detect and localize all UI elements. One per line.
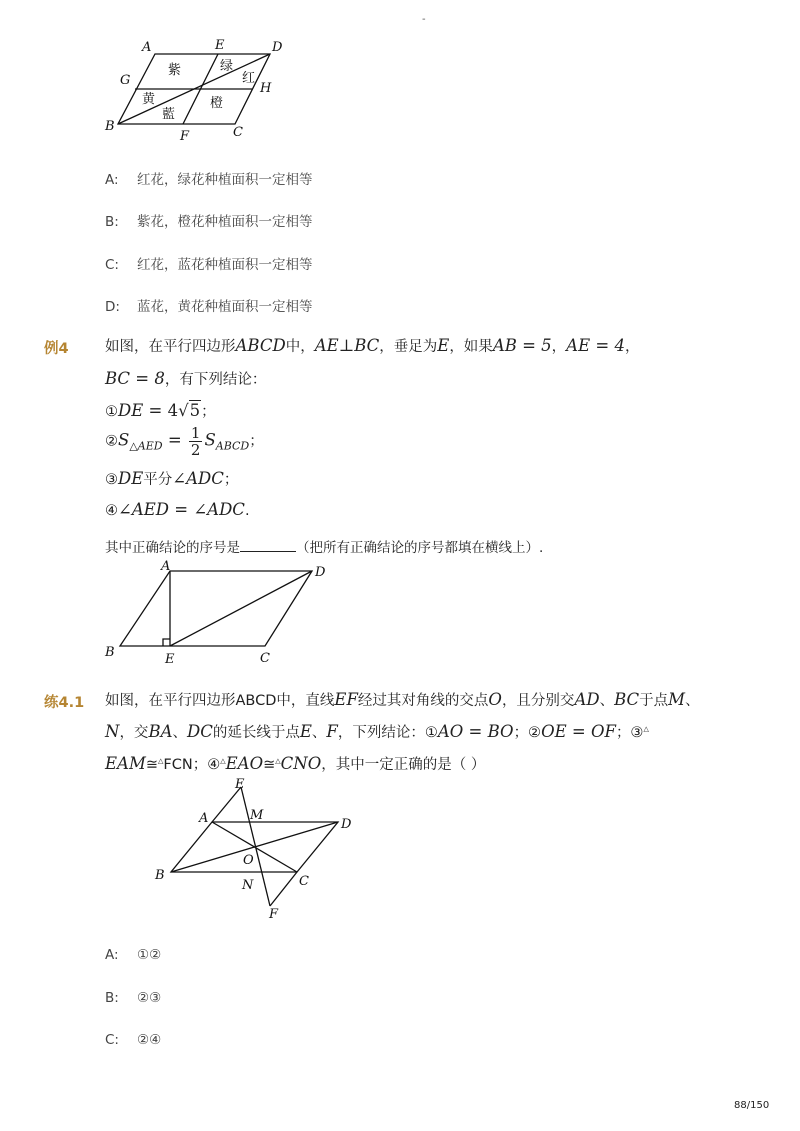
p-eam: EAM — [105, 754, 146, 773]
prev-option-c[interactable] — [105, 253, 313, 273]
fig1-label-a: A — [142, 40, 152, 55]
practice-option-c-text: ②④ — [137, 1032, 162, 1048]
practice-4-1-line-3 — [105, 753, 485, 774]
figure-1-parallelogram — [100, 36, 290, 146]
p-l2a: ，交 — [119, 725, 149, 741]
example-4-question — [105, 536, 543, 556]
p-l3d: ，其中一定正确的是（ ） — [321, 757, 486, 773]
p-l1f: 、 — [685, 693, 700, 709]
p-l2c: 的延长线于点 — [212, 725, 300, 741]
fig3-label-b: B — [155, 868, 165, 883]
c2-s: S — [118, 430, 130, 450]
practice-option-c[interactable] — [105, 1032, 161, 1048]
practice-option-b-text: ②③ — [137, 990, 162, 1006]
practice-4-1-line-2 — [105, 721, 649, 742]
fig1-label-d: D — [272, 40, 283, 55]
fig2-label-c: C — [260, 651, 270, 666]
fig2-label-b: B — [105, 645, 115, 660]
p-l2d: 、 — [311, 725, 327, 741]
practice-option-a[interactable] — [105, 947, 161, 963]
frac-denominator: 2 — [190, 441, 201, 459]
frac-numerator: 1 — [190, 424, 201, 442]
c1-eq: = 4 — [143, 401, 179, 420]
answer-blank[interactable] — [240, 539, 296, 552]
triangle-icon: △ — [158, 757, 164, 765]
p-bc: BC — [614, 690, 640, 709]
figure-3-parallelogram — [145, 772, 365, 922]
prev-option-b-text: 紫花，橙花种植面积一定相等 — [137, 214, 313, 230]
p-m: M — [668, 690, 686, 709]
p-l2f: ；② — [513, 725, 542, 741]
page-number: 88/150 — [734, 1100, 770, 1111]
c3-de: DE — [118, 469, 144, 488]
c4-expr: ∠AED = ∠ADC — [118, 500, 245, 519]
p-cno: CNO — [280, 754, 322, 773]
ex4-q-pre: 其中正确结论的序号是 — [105, 540, 240, 556]
p-ba: BA — [148, 722, 173, 741]
ex4-perp: ⊥ — [338, 336, 355, 355]
p-o: O — [488, 690, 502, 709]
fig1-label-b: B — [105, 119, 115, 134]
prev-option-d[interactable] — [105, 295, 313, 315]
c4-num: ④ — [105, 503, 118, 519]
conclusion-4 — [105, 500, 250, 519]
practice-4-1-tag: 练4.1 — [44, 695, 85, 711]
fig1-label-f: F — [180, 129, 190, 144]
fig3-extension-ba — [212, 787, 241, 822]
prev-option-d-text: 蓝花，黄花种植面积一定相等 — [137, 299, 313, 315]
c1-num: ① — [105, 404, 118, 420]
header-mark: - — [422, 14, 426, 25]
p-l3b: FCN；④ — [163, 757, 221, 773]
p-ad: AD — [574, 690, 600, 709]
p-ef: EF — [334, 690, 358, 709]
prev-option-c-key: C: — [105, 257, 119, 273]
c1-de: DE — [118, 401, 144, 420]
c1-end: ； — [201, 404, 216, 420]
ex4-e: E — [437, 336, 450, 355]
fig1-region-green: 绿 — [220, 59, 234, 74]
fig1-region-red: 红 — [242, 71, 256, 86]
fig2-label-a: A — [161, 559, 171, 574]
practice-option-b-key: B: — [105, 990, 119, 1006]
prev-option-a-text: 红花，绿花种植面积一定相等 — [137, 172, 313, 188]
right-angle-icon — [163, 639, 170, 646]
practice-option-a-key: A: — [105, 947, 119, 963]
fig2-label-d: D — [315, 565, 326, 580]
p-l1c: ，且分别交 — [501, 693, 575, 709]
figure-2-parallelogram — [100, 558, 340, 670]
fig1-region-orange: 橙 — [210, 96, 224, 111]
c2-sub1: △AED — [129, 439, 163, 453]
practice-4-1-line-1 — [105, 689, 700, 710]
fig2-label-e: E — [165, 652, 175, 667]
c3-angle: ∠ADC — [172, 469, 224, 488]
practice-option-c-key: C: — [105, 1032, 119, 1048]
c4-end: . — [244, 503, 250, 519]
fig3-label-o: O — [243, 853, 254, 868]
p-l3c: ≅ — [263, 757, 276, 773]
example-4-tag: 例4 — [44, 341, 69, 357]
ex4-t4: ，如果 — [449, 339, 493, 355]
triangle-icon: △ — [275, 757, 281, 765]
ex4-abcd: ABCD — [235, 336, 286, 355]
p-l1d: 、 — [599, 693, 615, 709]
c2-num: ② — [105, 433, 118, 450]
prev-option-b-key: B: — [105, 214, 119, 230]
practice-option-b[interactable] — [105, 990, 161, 1006]
c3-end: ； — [223, 472, 239, 488]
fig3-diagonal-ac — [212, 822, 297, 872]
p-l1a: 如图，在平行四边形ABCD中，直线 — [105, 693, 335, 709]
fig1-label-h: H — [260, 81, 272, 96]
fig1-label-e: E — [215, 38, 225, 53]
fig3-label-c: C — [299, 874, 309, 889]
ex4-t5: ，有下列结论： — [164, 372, 267, 388]
ex4-t3: ，垂足为 — [379, 339, 438, 355]
fig2-parallelogram — [120, 571, 312, 646]
example-4-line-2 — [105, 368, 266, 389]
p-e: E — [299, 722, 312, 741]
p-l2b: 、 — [172, 725, 187, 741]
fig3-label-f: F — [269, 907, 279, 922]
ex4-comma: ， — [551, 339, 567, 355]
fig3-label-a: A — [199, 811, 209, 826]
ex4-ae: AE — [314, 336, 339, 355]
fig3-label-m: M — [250, 808, 264, 823]
c1-root: 5 — [189, 401, 201, 420]
fig3-label-d: D — [341, 817, 352, 832]
example-4-line-1 — [105, 335, 639, 356]
ex4-ae-eq: AE = 4 — [566, 336, 625, 355]
p-f: F — [326, 722, 338, 741]
ex4-t2: 中， — [285, 339, 315, 355]
p-n: N — [105, 722, 120, 741]
p-l1e: 于点 — [639, 693, 669, 709]
p-l2e: ，下列结论：① — [337, 725, 438, 741]
prev-option-a[interactable] — [105, 168, 313, 188]
conclusion-3 — [105, 468, 238, 489]
ex4-ab-eq: AB = 5 — [492, 336, 552, 355]
fig3-extension-dc — [270, 872, 297, 906]
triangle-icon: △ — [220, 757, 226, 765]
c2-eq: = — [162, 430, 187, 450]
p-l1b: 经过其对角线的交点 — [357, 693, 489, 709]
ex4-bc-eq: BC = 8 — [105, 369, 165, 388]
fig1-label-g: G — [120, 73, 131, 88]
prev-option-c-text: 红花，蓝花种植面积一定相等 — [137, 257, 313, 273]
fig1-region-purple: 紫 — [168, 63, 182, 78]
p-dc: DC — [186, 722, 213, 741]
triangle-icon: △ — [643, 725, 649, 733]
p-l3a: ≅ — [145, 757, 159, 773]
sqrt-icon: √ — [178, 401, 189, 420]
fig2-segment-ed — [170, 571, 312, 646]
ex4-q-post: （把所有正确结论的序号都填在横线上）. — [296, 540, 544, 556]
c2-sub2: ABCD — [215, 439, 250, 453]
p-eao: EAO — [225, 754, 264, 773]
practice-option-a-text: ①② — [137, 947, 162, 963]
fig3-label-e: E — [235, 777, 245, 792]
ex4-bc: BC — [354, 336, 380, 355]
conclusion-1 — [105, 400, 216, 421]
prev-option-b[interactable] — [105, 210, 313, 230]
ex4-t1: 如图，在平行四边形 — [105, 339, 236, 355]
prev-option-a-key: A: — [105, 172, 119, 188]
fraction-one-half — [189, 425, 203, 458]
fig1-region-yellow: 黄 — [142, 92, 156, 107]
c2-s2: S — [204, 430, 216, 450]
p-aobo: AO = BO — [437, 722, 514, 741]
conclusion-2 — [105, 425, 264, 458]
prev-option-d-key: D: — [105, 299, 120, 315]
fig1-label-c: C — [233, 125, 243, 140]
fig3-label-n: N — [242, 878, 254, 893]
c2-end: ； — [249, 433, 264, 450]
fig1-region-blue: 藍 — [162, 107, 176, 122]
p-l2g: ；③ — [615, 725, 644, 741]
ex4-comma2: ， — [624, 339, 640, 355]
c3-t: 平分 — [143, 472, 173, 488]
c3-num: ③ — [105, 472, 118, 488]
p-oeof: OE = OF — [541, 722, 616, 741]
